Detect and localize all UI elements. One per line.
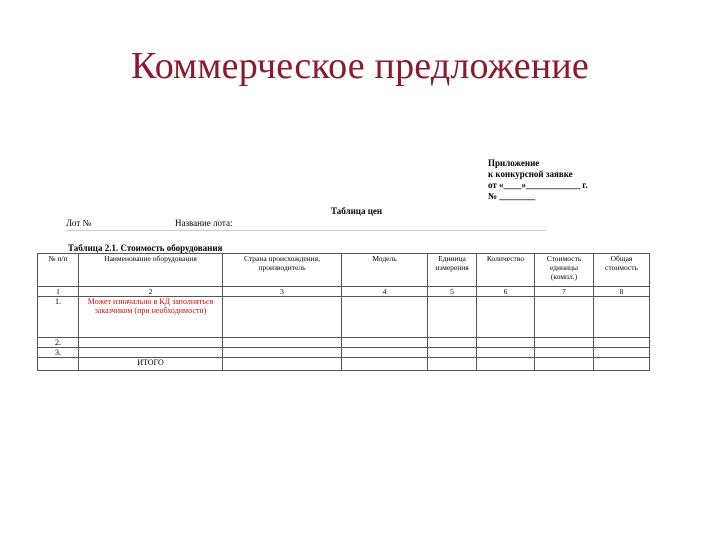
column-number: 3 (223, 287, 342, 297)
row-number: 3. (38, 348, 79, 358)
table-cell (535, 348, 594, 358)
appendix-number-line: № ________ (488, 191, 536, 201)
table-cell (594, 358, 650, 371)
table-cell (477, 297, 535, 338)
column-number: 8 (594, 287, 650, 297)
table-row (38, 297, 650, 338)
table-header-row (38, 254, 650, 287)
table-cell (79, 338, 223, 348)
header-cell: Стоимость единицы (компл.) (535, 254, 594, 287)
column-number-row (38, 287, 650, 297)
table-cell (477, 358, 535, 371)
total-row (38, 358, 650, 371)
table-cell (428, 297, 477, 338)
table-row (38, 338, 650, 348)
table-cell (594, 348, 650, 358)
table-cell (38, 358, 79, 371)
appendix-date-line: от «____»____________ г. (488, 180, 588, 190)
table-cell (477, 348, 535, 358)
table-cell (342, 348, 428, 358)
row-number: 1. (38, 297, 79, 338)
table-cell (79, 348, 223, 358)
table-cell (342, 297, 428, 338)
table-cell (535, 338, 594, 348)
column-number: 5 (428, 287, 477, 297)
table-cell (223, 358, 342, 371)
header-cell: Модель (342, 254, 428, 287)
equipment-name-note: Может изначально в КД заполняться заказчиком (при необходимости) (79, 297, 223, 338)
column-number: 2 (79, 287, 223, 297)
appendix-line: к конкурсной заявке (488, 169, 573, 179)
header-cell: Единица измерения (428, 254, 477, 287)
appendix-line: Приложение (488, 158, 540, 168)
table-cell (223, 348, 342, 358)
price-table-heading: Таблица цен (331, 206, 383, 216)
column-number: 7 (535, 287, 594, 297)
table-cell (594, 297, 650, 338)
table-cell (594, 338, 650, 348)
table-cell (342, 338, 428, 348)
column-number: 6 (477, 287, 535, 297)
table-cell (535, 358, 594, 371)
lot-number-label: Лот № (66, 218, 92, 228)
slide-title: Коммерческое предложение (131, 45, 589, 87)
appendix-block (488, 158, 588, 202)
equipment-cost-table (37, 253, 650, 371)
table-cell (428, 348, 477, 358)
column-number: 1 (38, 287, 79, 297)
header-cell: Количество (477, 254, 535, 287)
header-cell: Страна происхождения, производитель (223, 254, 342, 287)
table-cell (535, 297, 594, 338)
total-label: ИТОГО (79, 358, 223, 371)
column-number: 4 (342, 287, 428, 297)
table-cell (428, 338, 477, 348)
header-cell: Наименование оборудования (79, 254, 223, 287)
lot-line (66, 218, 546, 231)
table-cell (428, 358, 477, 371)
row-number: 2. (38, 338, 79, 348)
lot-name-label: Название лота: (175, 218, 233, 228)
table-row (38, 348, 650, 358)
header-cell: № п/п (38, 254, 79, 287)
table-cell (223, 297, 342, 338)
table-cell (223, 338, 342, 348)
table-cell (342, 358, 428, 371)
table-cell (477, 338, 535, 348)
table-caption: Таблица 2.1. Стоимость оборудования (68, 243, 223, 253)
header-cell: Общая стоимость (594, 254, 650, 287)
